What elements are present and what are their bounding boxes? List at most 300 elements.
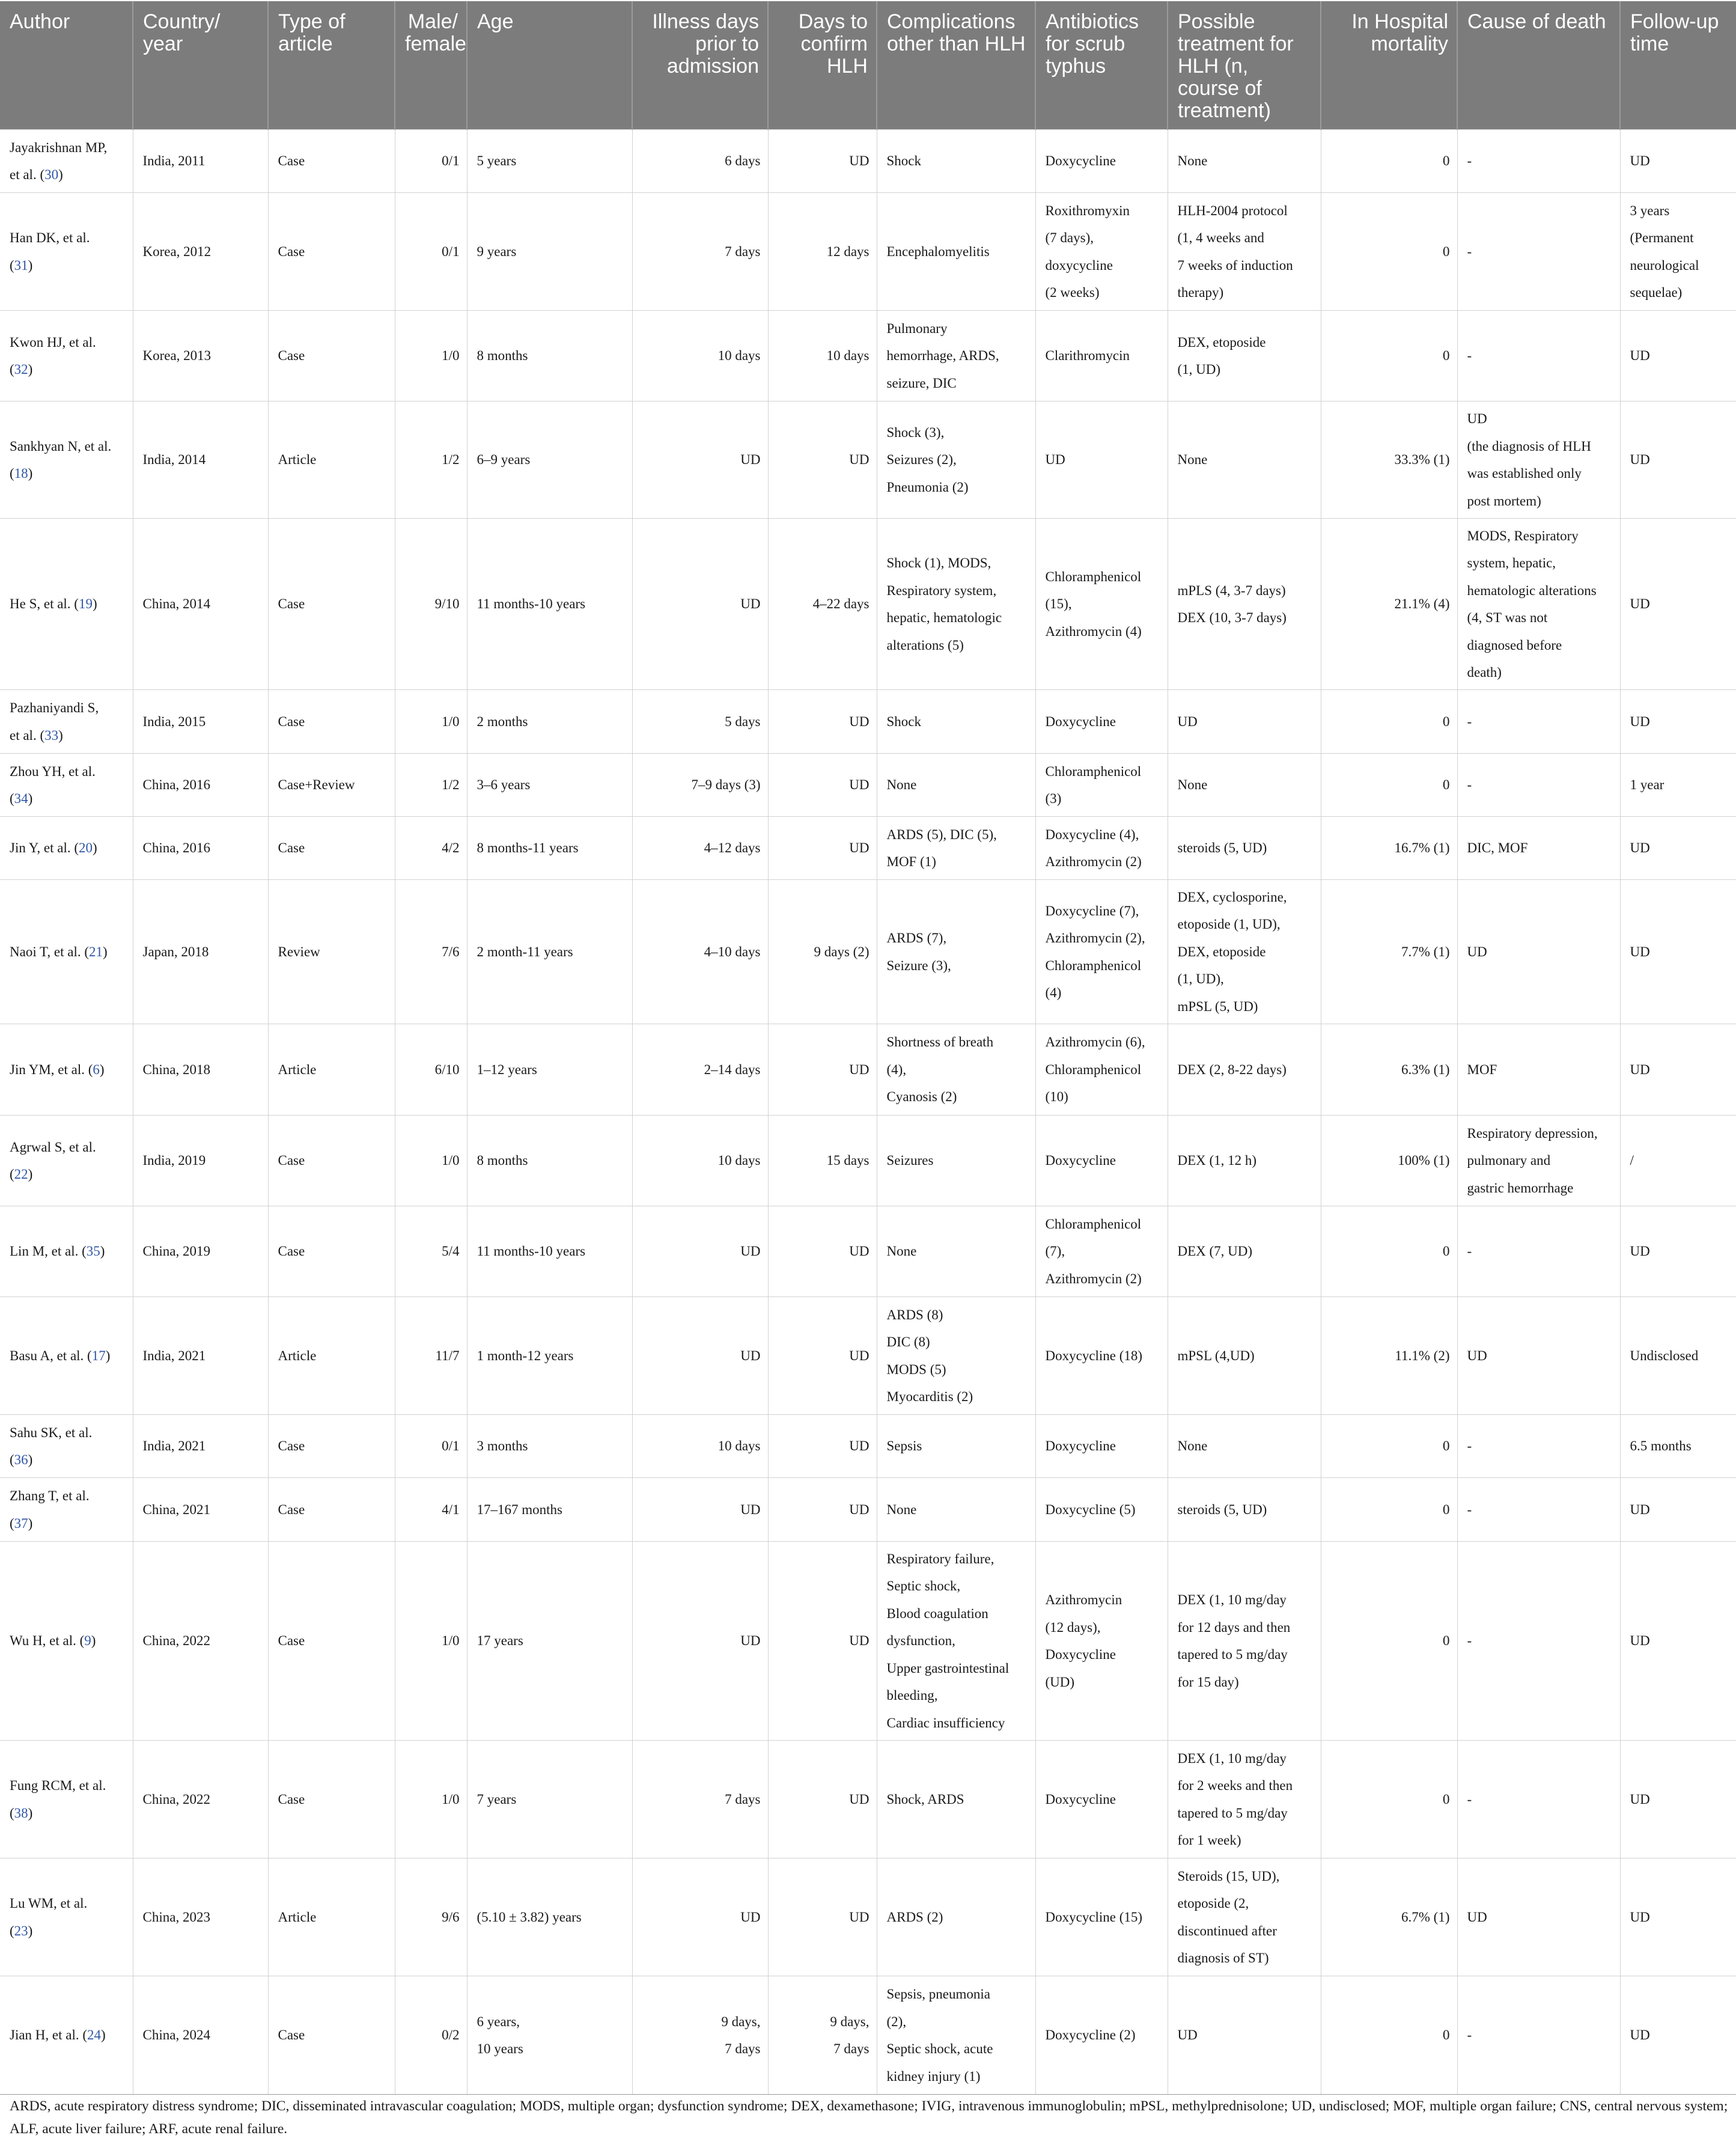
cell-line: post mortem): [1467, 493, 1541, 508]
author-text: ): [28, 1167, 33, 1182]
table-cell: [467, 1297, 632, 1415]
column-header: Days to confirm HLH: [768, 1, 877, 130]
author-text: (: [10, 1515, 14, 1531]
cell-line: 0/1: [442, 243, 460, 259]
table-cell: [632, 880, 768, 1024]
cell-line: 6.3% (1): [1401, 1061, 1450, 1077]
cell-line: UD: [849, 1501, 870, 1517]
table-cell: [133, 1542, 268, 1741]
cell-line: Cyanosis (2): [886, 1089, 957, 1105]
cell-line: (4): [1045, 985, 1062, 1000]
table-cell: [632, 193, 768, 311]
cell-line: 3 years: [1630, 203, 1670, 218]
table-cell: [1620, 1976, 1736, 2095]
reference-link[interactable]: 6: [93, 1061, 100, 1077]
table-cell: [1168, 193, 1321, 311]
cell-line: Respiratory system,: [886, 582, 997, 598]
cell-line: Case: [278, 713, 305, 729]
author-text: ): [28, 1452, 33, 1467]
reference-link[interactable]: 18: [14, 466, 28, 481]
table-cell: [768, 1976, 877, 2095]
column-header: In Hospital mortality: [1321, 1, 1457, 130]
cell-line: discontinued after: [1177, 1923, 1277, 1938]
cell-line: (7),: [1045, 1244, 1065, 1259]
cell-line: 1 year: [1630, 777, 1664, 793]
cell-line: for 2 weeks and then: [1177, 1778, 1293, 1793]
cell-line: neurological: [1630, 257, 1699, 273]
column-header: Author: [0, 1, 133, 130]
table-cell: [268, 130, 395, 193]
table-cell: [632, 817, 768, 880]
column-header: Age: [467, 1, 632, 130]
reference-link[interactable]: 36: [14, 1452, 28, 1467]
table-row: [0, 193, 1736, 311]
table-cell: [877, 754, 1035, 817]
reference-link[interactable]: 24: [87, 2027, 102, 2043]
table-cell: [1321, 311, 1457, 402]
reference-link[interactable]: 30: [44, 167, 59, 182]
table-cell: [1035, 754, 1168, 817]
table-cell: [1457, 193, 1620, 311]
cell-line: 12 days: [826, 243, 870, 259]
table-cell: [877, 1116, 1035, 1206]
cell-line: UD: [1177, 2027, 1198, 2043]
cell-line: UD: [1630, 944, 1650, 959]
table-cell: [268, 690, 395, 754]
cell-line: Sepsis: [886, 1438, 922, 1454]
cell-line: 9 days,: [830, 2014, 870, 2029]
table-cell: [1321, 754, 1457, 817]
table-cell: [0, 1415, 133, 1478]
table-cell: [0, 880, 133, 1024]
table-cell: [877, 402, 1035, 519]
cell-line: dysfunction,: [886, 1633, 955, 1649]
cell-line: UD: [849, 153, 870, 169]
reference-link[interactable]: 31: [14, 257, 28, 273]
cell-line: UD: [1630, 1909, 1650, 1925]
author-name: [10, 356, 126, 383]
reference-link[interactable]: 38: [14, 1805, 28, 1821]
cell-line: UD: [1045, 452, 1065, 468]
cell-line: 10 days: [717, 348, 761, 364]
table-row: [0, 1976, 1736, 2095]
cell-line: pulmonary and: [1467, 1153, 1551, 1168]
table-cell: [877, 1206, 1035, 1297]
table-cell: [467, 193, 632, 311]
reference-link[interactable]: 22: [14, 1167, 28, 1182]
cell-line: 6.7% (1): [1401, 1909, 1450, 1925]
cell-line: UD: [849, 1791, 870, 1807]
table-cell: [395, 880, 467, 1024]
cell-line: -: [1467, 713, 1472, 729]
table-cell: [1620, 1741, 1736, 1858]
author-text: ): [28, 257, 33, 273]
table-cell: [632, 519, 768, 690]
table-cell: [768, 1415, 877, 1478]
cell-line: Case: [278, 1438, 305, 1454]
cell-line: 4–22 days: [812, 596, 870, 612]
cell-line: Chloramphenicol: [1045, 1061, 1142, 1077]
table-cell: [1321, 1976, 1457, 2095]
cell-line: system, hepatic,: [1467, 555, 1556, 570]
table-cell: [632, 1858, 768, 1976]
table-cell: [1168, 130, 1321, 193]
table-row: [0, 1206, 1736, 1297]
cell-line: China, 2023: [142, 1909, 210, 1925]
cell-line: Roxithromyxin: [1045, 203, 1130, 218]
cell-line: gastric hemorrhage: [1467, 1180, 1574, 1196]
cell-line: -: [1467, 153, 1472, 169]
cell-line: UD: [849, 840, 870, 856]
cell-line: Seizures (2),: [886, 452, 957, 468]
table-cell: [1168, 1415, 1321, 1478]
cell-line: etoposide (2,: [1177, 1896, 1249, 1911]
author-text: He S, et al. (: [10, 596, 79, 612]
cell-line: tapered to 5 mg/day: [1177, 1805, 1288, 1821]
cell-line: (10): [1045, 1089, 1068, 1105]
cell-line: China, 2014: [142, 596, 210, 612]
table-cell: [1321, 1858, 1457, 1976]
cell-line: Korea, 2012: [142, 243, 212, 259]
cell-line: 6 years,: [477, 2014, 520, 2029]
cell-line: UD: [1630, 1244, 1650, 1259]
cell-line: 10 days: [717, 1153, 761, 1168]
reference-link[interactable]: 34: [14, 791, 28, 806]
table-cell: [0, 1116, 133, 1206]
cell-line: Pulmonary: [886, 320, 948, 336]
cell-line: UD: [1467, 1348, 1487, 1363]
cell-line: None: [1177, 452, 1208, 468]
table-cell: [395, 690, 467, 754]
table-cell: [395, 193, 467, 311]
table-cell: [1620, 402, 1736, 519]
table-cell: [0, 130, 133, 193]
table-cell: [1168, 402, 1321, 519]
author-text: ): [58, 727, 63, 743]
table-cell: [1321, 690, 1457, 754]
cell-line: for 12 days and then: [1177, 1619, 1291, 1635]
cell-line: India, 2015: [142, 713, 206, 729]
cell-line: for 15 day): [1177, 1674, 1239, 1690]
table-cell: [0, 1858, 133, 1976]
table-cell: [0, 1542, 133, 1741]
cell-line: seizure, DIC: [886, 375, 957, 391]
cell-line: 15 days: [826, 1153, 870, 1168]
table-cell: [133, 754, 268, 817]
reference-link[interactable]: 23: [14, 1923, 28, 1938]
cell-line: -: [1467, 1501, 1472, 1517]
table-row: [0, 1024, 1736, 1116]
cell-line: 1/2: [442, 452, 460, 468]
author-name: Sankhyan N, et al.: [10, 438, 112, 454]
table-row: [0, 519, 1736, 690]
cell-line: 11.1% (2): [1395, 1348, 1450, 1363]
reference-link[interactable]: 33: [44, 727, 59, 743]
table-cell: [877, 311, 1035, 402]
table-cell: [133, 1976, 268, 2095]
cell-line: UD: [1630, 348, 1650, 364]
table-cell: [1620, 1116, 1736, 1206]
table-cell: [1168, 690, 1321, 754]
table-footnote: ARDS, acute respiratory distress syndrome; DIC, disseminated intravascular coagulation; MODS, multiple organ; dysfunction syndrome; DEX, dexamethasone; IVIG, intravenous immunoglobulin; mPSL, methylprednisolone; UD, undisclosed; MOF, multiple organ failure; CNS, central nervous system; ALF, acute liver failure; ARF, acute renal failure.: [10, 2098, 1728, 2137]
cell-line: -: [1467, 243, 1472, 259]
cell-line: diagnosed before: [1467, 637, 1562, 653]
author-name: Sahu SK, et al.: [10, 1425, 93, 1440]
cell-line: Upper gastrointestinal: [886, 1660, 1010, 1676]
cell-line: Azithromycin (2): [1045, 854, 1142, 869]
table-cell: [0, 402, 133, 519]
table-cell: [1035, 880, 1168, 1024]
table-row: [0, 754, 1736, 817]
table-cell: [0, 519, 133, 690]
cell-line: 5 days: [725, 713, 761, 729]
table-cell: [1168, 754, 1321, 817]
reference-link[interactable]: 32: [14, 362, 28, 377]
table-cell: [877, 1858, 1035, 1976]
cell-line: (5.10 ± 3.82) years: [477, 1909, 582, 1925]
table-cell: [268, 311, 395, 402]
table-cell: [268, 1297, 395, 1415]
table-cell: [467, 519, 632, 690]
table-cell: [268, 519, 395, 690]
table-cell: [768, 754, 877, 817]
table-cell: [877, 1542, 1035, 1741]
table-cell: [1035, 1297, 1168, 1415]
table-row: [0, 1542, 1736, 1741]
cell-line: -: [1467, 348, 1472, 364]
table-cell: [467, 1542, 632, 1741]
cell-line: UD: [849, 777, 870, 793]
table-cell: [395, 817, 467, 880]
author-text: ): [105, 1348, 111, 1363]
reference-link[interactable]: 37: [14, 1515, 28, 1531]
table-cell: [1035, 817, 1168, 880]
table-cell: [1620, 690, 1736, 754]
cell-line: UD: [1630, 153, 1650, 169]
table-cell: [0, 1024, 133, 1116]
cell-line: Shortness of breath: [886, 1034, 994, 1050]
table-cell: [1168, 1542, 1321, 1741]
cell-line: UD: [1630, 713, 1650, 729]
cell-line: DEX, etoposide: [1177, 944, 1266, 959]
table-cell: [1620, 1858, 1736, 1976]
table-cell: [133, 1024, 268, 1116]
table-cell: [133, 1206, 268, 1297]
cell-line: 0: [1443, 713, 1450, 729]
cell-line: MOF: [1467, 1061, 1497, 1077]
author-name: Zhang T, et al.: [10, 1488, 90, 1503]
column-header: Country/ year: [133, 1, 268, 130]
cell-line: Chloramphenicol: [1045, 569, 1142, 584]
cell-line: DEX (7, UD): [1177, 1244, 1253, 1259]
author-name: [10, 460, 126, 487]
author-name: Fung RCM, et al.: [10, 1778, 106, 1793]
table-cell: [0, 1206, 133, 1297]
cell-line: Case: [278, 153, 305, 169]
table-cell: [768, 130, 877, 193]
cell-line: 0: [1443, 1791, 1450, 1807]
cell-line: hematologic alterations: [1467, 582, 1597, 598]
author-name: Jayakrishnan MP,: [10, 139, 108, 155]
author-text: ): [28, 1515, 33, 1531]
cell-line: ARDS (8): [886, 1307, 943, 1322]
reference-link[interactable]: 21: [89, 944, 103, 959]
table-cell: [133, 1415, 268, 1478]
table-row: [0, 817, 1736, 880]
cell-line: 0: [1443, 1244, 1450, 1259]
cell-line: Article: [278, 452, 317, 468]
cell-line: (1, UD),: [1177, 971, 1224, 987]
table-cell: [395, 1206, 467, 1297]
reference-link[interactable]: 9: [84, 1633, 91, 1649]
table-cell: [877, 519, 1035, 690]
cell-line: 6 days: [725, 153, 761, 169]
author-name: Pazhaniyandi S,: [10, 700, 99, 715]
table-cell: [1457, 1741, 1620, 1858]
author-text: ): [99, 1061, 105, 1077]
cell-line: 8 months: [477, 348, 528, 364]
table-cell: [1168, 1858, 1321, 1976]
author-name: [10, 1800, 126, 1827]
cell-line: mPSL (4,UD): [1177, 1348, 1255, 1363]
table-cell: [0, 817, 133, 880]
cell-line: doxycycline: [1045, 257, 1113, 273]
cell-line: hepatic, hematologic: [886, 610, 1002, 625]
cell-line: Septic shock, acute: [886, 2041, 993, 2056]
cell-line: 7/6: [442, 944, 460, 959]
cell-line: UD: [849, 452, 870, 468]
reference-link[interactable]: 19: [78, 596, 93, 612]
table-cell: [268, 754, 395, 817]
cell-line: 8 months-11 years: [477, 840, 579, 856]
cell-line: 1/2: [442, 777, 460, 793]
column-header: Possible treatment for HLH (n, course of treatment): [1168, 1, 1321, 130]
table-cell: [268, 1415, 395, 1478]
table-cell: [133, 880, 268, 1024]
cell-line: UD: [740, 452, 761, 468]
author-text: ): [28, 466, 33, 481]
cell-line: MODS (5): [886, 1361, 946, 1377]
cell-line: DIC (8): [886, 1334, 930, 1349]
cell-line: (2 weeks): [1045, 285, 1100, 300]
cell-line: 9/10: [434, 596, 460, 612]
table-cell: [1035, 1024, 1168, 1116]
cell-line: Doxycycline (5): [1045, 1501, 1136, 1517]
cell-line: China, 2022: [142, 1633, 210, 1649]
author-text: Lin M, et al. (: [10, 1244, 87, 1259]
table-row: [0, 130, 1736, 193]
table-cell: [395, 130, 467, 193]
cell-line: UD: [849, 1061, 870, 1077]
cell-line: Article: [278, 1909, 317, 1925]
cell-line: 11/7: [435, 1348, 460, 1363]
cell-line: Undisclosed: [1630, 1348, 1699, 1363]
cell-line: 0: [1443, 153, 1450, 169]
cell-line: 0/1: [442, 153, 460, 169]
table-cell: [1321, 817, 1457, 880]
table-body: [0, 130, 1736, 2095]
cell-line: 10 years: [477, 2041, 523, 2056]
cell-line: None: [886, 777, 917, 793]
reference-link[interactable]: 35: [86, 1244, 100, 1259]
table-cell: [632, 130, 768, 193]
cell-line: Case: [278, 243, 305, 259]
cell-line: 2 month-11 years: [477, 944, 573, 959]
table-cell: [268, 817, 395, 880]
cell-line: Case: [278, 1244, 305, 1259]
table-cell: [877, 193, 1035, 311]
cell-line: ARDS (2): [886, 1909, 943, 1925]
table-cell: [1168, 1024, 1321, 1116]
table-cell: [1035, 1976, 1168, 2095]
table-cell: [1457, 690, 1620, 754]
table-cell: [1321, 130, 1457, 193]
table-cell: [877, 130, 1035, 193]
table-cell: [268, 1741, 395, 1858]
author-text: ): [101, 2027, 106, 2043]
cell-line: hemorrhage, ARDS,: [886, 348, 999, 364]
table-cell: [467, 1024, 632, 1116]
cell-line: Shock (1), MODS,: [886, 555, 991, 570]
table-cell: [1620, 311, 1736, 402]
author-name: [10, 722, 126, 750]
table-row: [0, 1741, 1736, 1858]
cell-line: 4/2: [442, 840, 460, 856]
cell-line: 9 days,: [721, 2014, 761, 2029]
author-text: ): [58, 167, 63, 182]
cell-line: (Permanent: [1630, 230, 1694, 245]
cell-line: China, 2018: [142, 1061, 210, 1077]
table-cell: [1035, 402, 1168, 519]
cell-line: 4/1: [442, 1501, 460, 1517]
author-text: Jian H, et al. (: [10, 2027, 88, 2043]
author-text: (: [10, 1452, 14, 1467]
cell-line: Azithromycin (4): [1045, 623, 1142, 639]
table-cell: [1168, 1206, 1321, 1297]
table-cell: [1620, 130, 1736, 193]
cell-line: 1–12 years: [477, 1061, 537, 1077]
cell-line: (UD): [1045, 1674, 1075, 1690]
table-cell: [1035, 690, 1168, 754]
table-cell: [1168, 880, 1321, 1024]
cell-line: (7 days),: [1045, 230, 1094, 245]
table-cell: [877, 880, 1035, 1024]
table-cell: [133, 130, 268, 193]
table-cell: [1620, 1024, 1736, 1116]
cell-line: UD: [1177, 713, 1198, 729]
table-cell: [1321, 193, 1457, 311]
cell-line: 4–12 days: [704, 840, 761, 856]
cell-line: None: [1177, 1438, 1208, 1454]
author-text: ): [93, 840, 97, 856]
cell-line: Shock (3),: [886, 424, 945, 440]
cell-line: Doxycycline: [1045, 1153, 1116, 1168]
reference-link[interactable]: 20: [79, 840, 93, 856]
table-cell: [1035, 130, 1168, 193]
table-cell: [395, 1478, 467, 1542]
cell-line: mPLS (4, 3-7 days): [1177, 582, 1286, 598]
cell-line: UD: [740, 1501, 761, 1517]
reference-link[interactable]: 17: [91, 1348, 106, 1363]
table-cell: [395, 1297, 467, 1415]
table-cell: [1168, 1976, 1321, 2095]
cell-line: UD: [1467, 411, 1487, 426]
table-cell: [1035, 519, 1168, 690]
cell-line: 7 days: [725, 2041, 761, 2056]
table-cell: [768, 1024, 877, 1116]
cell-line: DEX (2, 8-22 days): [1177, 1061, 1287, 1077]
cell-line: (4, ST was not: [1467, 610, 1548, 625]
